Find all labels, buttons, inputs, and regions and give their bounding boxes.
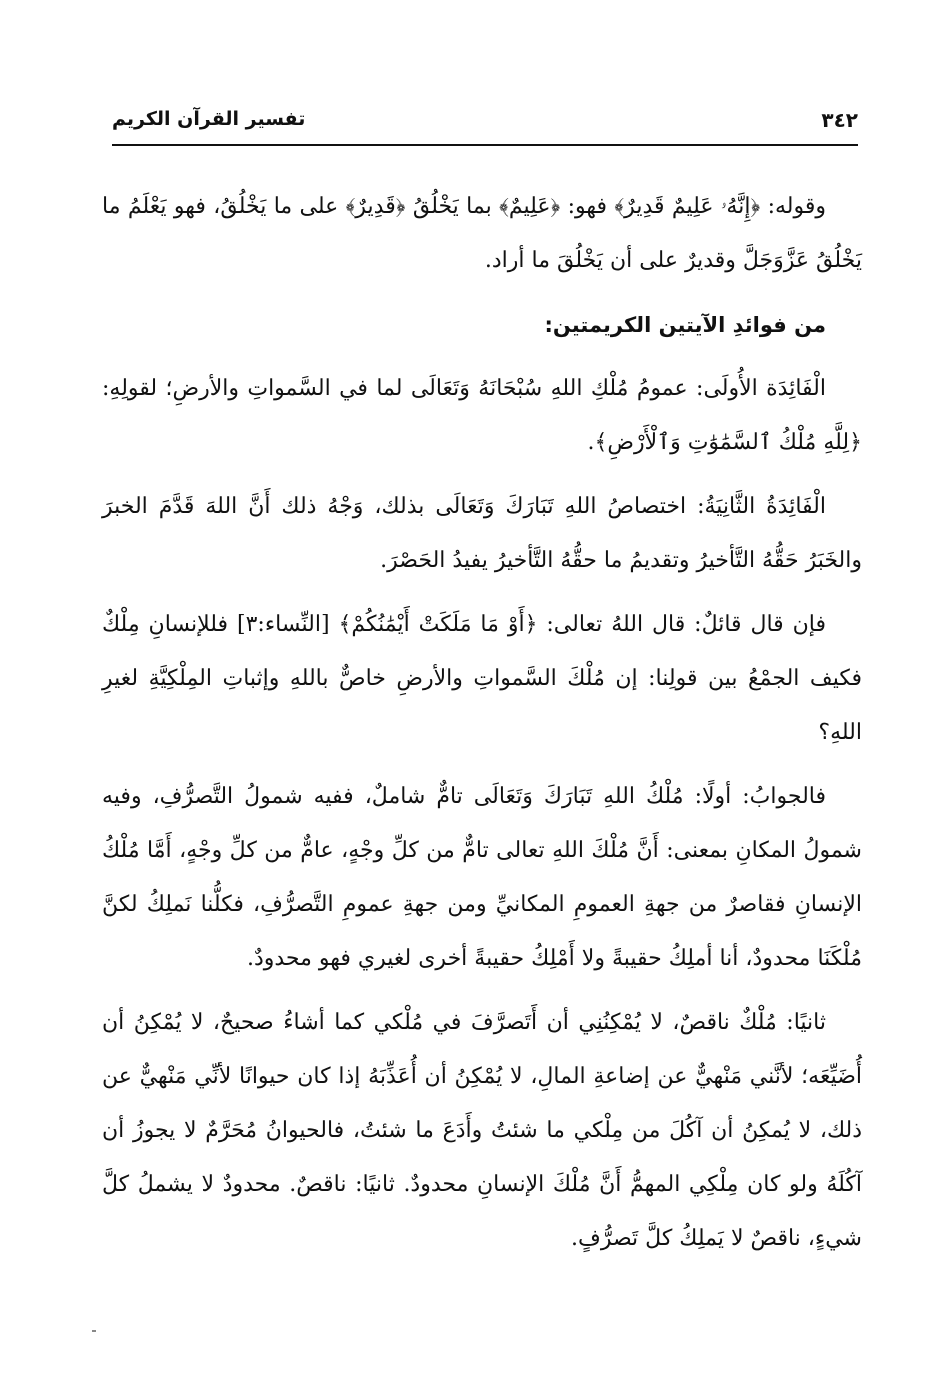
- page-body: [102, 180, 862, 1276]
- paragraph-first-benefit: الْفَائِدَة الأُولَى: عمومُ مُلْكِ اللهِ سُبْحَانَهُ وَتَعَالَى لما في السَّمواتِ والأرضِ؛ لقولِهِ: ﴿لِلَّهِ مُلْكُ ٱلسَّمَٰوَٰتِ وَٱلْأَرْضِ﴾.: [102, 376, 862, 455]
- section-heading: من فوائدِ الآيتين الكريمتين:: [544, 313, 826, 337]
- paragraph-second-benefit: الْفَائِدَةُ الثَّانِيَةُ: اختصاصُ اللهِ تَبَارَكَ وَتَعَالَى بذلك، وَجْهُ ذلك أَنَّ اللهَ قَدَّمَ الخبرَ والخَبَرُ حَقُّهُ التَّأخيرُ وتقديمُ ما حقُّهُ التَّأخيرُ يفيدُ الحَصْرَ.: [102, 494, 862, 573]
- header-divider: [112, 144, 858, 146]
- page-number: ٣٤٢: [821, 108, 858, 132]
- paragraph-objection: فإن قال قائلٌ: قال اللهُ تعالى: ﴿أَوْ مَا مَلَكَتْ أَيْمَٰنُكُمْ﴾ [النِّساء:٣] فللإنسانِ مِلْكٌ فكيف الجمْعُ بين قولِنا: إن مُلْكَ السَّمواتِ والأرضِ خاصٌّ باللهِ وإثباتِ المِلْكِيَّةِ لغيرِ اللهِ؟: [102, 612, 862, 745]
- paragraph-verse-explanation: وقوله: ﴿إِنَّهُۥ عَلِيمٌ قَدِيرٌ﴾ فهو: ﴿عَلِيمٌ﴾ بما يَخْلُقُ ﴿قَدِيرٌ﴾ على ما يَخْلُقُ، فهو يَعْلَمُ ما يَخْلُقُ عَزَّوَجَلَّ وقديرٌ على أن يَخْلُقَ ما أراد.: [102, 194, 862, 273]
- paragraph-answer-second: ثانيًا: مُلْكٌ ناقصٌ، لا يُمْكِنُنِي أن أَتَصرَّفَ في مُلْكي كما أشاءُ صحيحٌ، لا يُمْكِنُ أن أُضَيِّعَه؛ لأنَّني مَنْهيٌّ عن إضاعةِ المالِ، لا يُمْكِنُ أن أُعَذِّبَهُ إذا كان حيوانًا لأنِّي مَنْهيٌّ عن ذلك، لا يُمكِنُ أن آكُلَ من مِلْكي ما شئتُ وأَدَعَ ما شئتُ، فالحيوانُ مُحَرَّمٌ لا يجوزُ أن آكُلَهُ ولو كان مِلْكِي المهمُّ أَنَّ مُلْكَ الإنسانِ محدودٌ. ثانيًا: ناقصٌ. محدودٌ لا يشملُ كلَّ شيءٍ، ناقصٌ لا يَملِكُ كلَّ تَصرُّفٍ.: [102, 1010, 862, 1251]
- running-title: تفسير القرآن الكريم: [112, 108, 306, 130]
- scan-speck: [92, 1330, 96, 1332]
- paragraph-answer-first: فالجوابُ: أولًا: مُلْكُ اللهِ تَبَارَكَ وَتَعَالَى تامٌّ شاملٌ، ففيه شمولُ التَّصرُّفِ، وفيه شمولُ المكانِ بمعنى: أَنَّ مُلْكَ اللهِ تعالى تامٌّ من كلِّ وجْهٍ، عامٌّ من كلِّ وجْهٍ، أَمَّا مُلْكُ الإنسانِ فقاصرٌ من جهةِ العمومِ المكانيِّ ومن جهةِ عمومِ التَّصرُّفِ، فكلُّنا نَملِكُ لكنَّ مُلْكَنَا محدودٌ، أنا أملِكُ حقيبةً ولا أَمْلِكُ حقيبةً أخرى لغيري فهو محدودٌ.: [102, 784, 862, 971]
- page-header: [112, 108, 858, 144]
